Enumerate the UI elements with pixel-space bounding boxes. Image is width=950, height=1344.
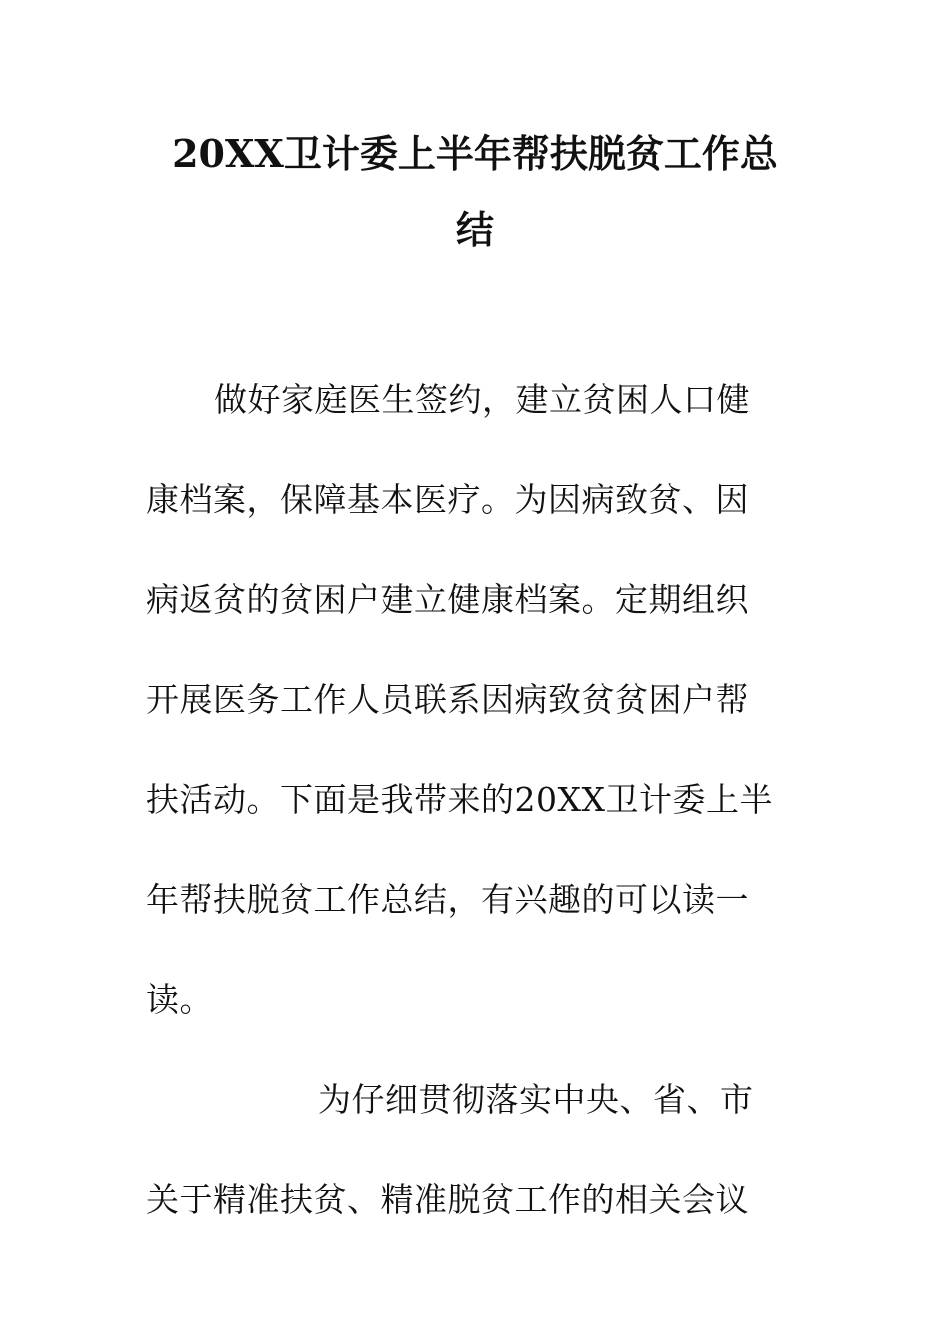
- paragraph-1-line-2: 康档案，保障基本医疗。为因病致贫、因: [146, 480, 749, 519]
- document-title-line-1: 20XX卫计委上半年帮扶脱贫工作总: [172, 131, 778, 176]
- paragraph-1-line-6: 年帮扶脱贫工作总结，有兴趣的可以读一: [146, 880, 749, 919]
- document-title-line-2: 结: [455, 207, 494, 252]
- paragraph-2-line-1: 为仔细贯彻落实中央、省、市: [318, 1080, 754, 1119]
- paragraph-2-line-2: 关于精准扶贫、精准脱贫工作的相关会议: [146, 1180, 749, 1219]
- paragraph-1-line-4: 开展医务工作人员联系因病致贫贫困户帮: [146, 680, 749, 719]
- paragraph-1-line-5: 扶活动。下面是我带来的20XX卫计委上半: [146, 780, 773, 819]
- paragraph-1-line-3: 病返贫的贫困户建立健康档案。定期组织: [146, 580, 749, 619]
- paragraph-1-line-1: 做好家庭医生签约，建立贫困人口健: [214, 380, 750, 419]
- paragraph-1-line-7: 读。: [146, 980, 213, 1019]
